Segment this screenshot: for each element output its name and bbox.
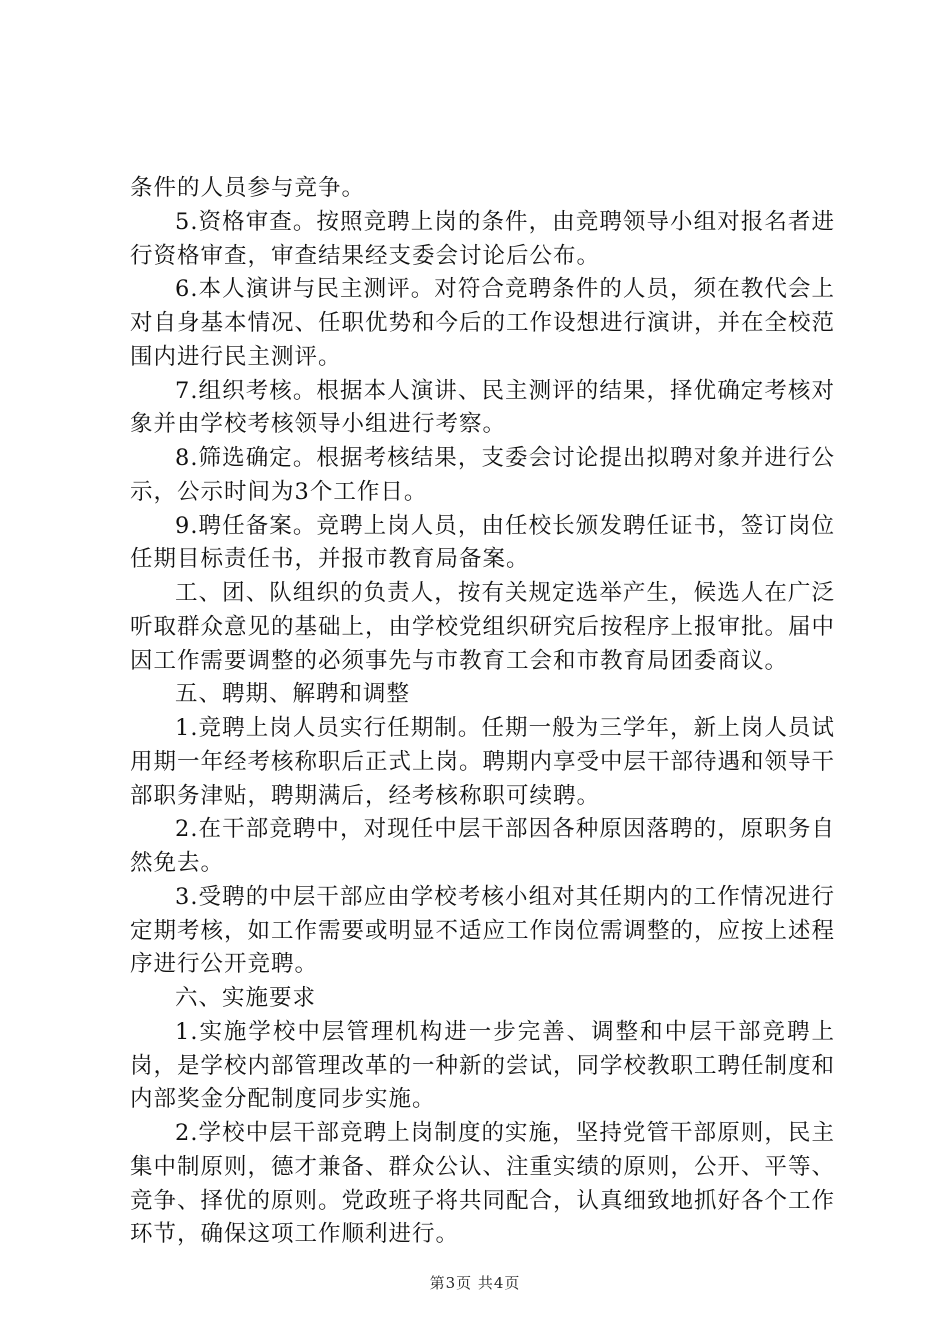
document-body	[130, 172, 835, 1252]
paragraph: 7.组织考核。根据本人演讲、民主测评的结果，择优确定考核对象并由学校考核领导小组进行考察。	[130, 377, 835, 438]
paragraph: 8.筛选确定。根据考核结果，支委会讨论提出拟聘对象并进行公示，公示时间为3个工作日。	[130, 445, 835, 505]
paragraph: 条件的人员参与竞争。	[130, 175, 366, 201]
paragraph: 3.受聘的中层干部应由学校考核小组对其任期内的工作情况进行定期考核，如工作需要或明显不适应工作岗位需调整的，应按上述程序进行公开竞聘。	[130, 883, 836, 978]
page-number-footer: 第3页 共4页	[429, 1274, 521, 1292]
paragraph: 2.在干部竞聘中，对现任中层干部因各种原因落聘的，原职务自然免去。	[130, 816, 835, 876]
paragraph: 工、团、队组织的负责人，按有关规定选举产生，候选人在广泛听取群众意见的基础上，由学校党组织研究后按程序上报审批。届中因工作需要调整的必须事先与市教育工会和市教育局团委商议。	[130, 580, 836, 674]
section-heading: 五、聘期、解聘和调整	[175, 681, 411, 708]
paragraph: 6.本人演讲与民主测评。对符合竞聘条件的人员，须在教代会上对自身基本情况、任职优势和今后的工作设想进行演讲，并在全校范围内进行民主测评。	[130, 276, 836, 370]
paragraph: 9.聘任备案。竞聘上岗人员，由任校长颁发聘任证书，签订岗位任期目标责任书，并报市教育局备案。	[130, 512, 835, 573]
paragraph: 1.竞聘上岗人员实行任期制。任期一般为三学年，新上岗人员试用期一年经考核称职后正式上岗。聘期内享受中层干部待遇和领导干部职务津贴，聘期满后，经考核称职可续聘。	[130, 715, 836, 809]
paragraph: 5.资格审查。按照竞聘上岗的条件，由竞聘领导小组对报名者进行资格审查，审查结果经支委会讨论后公布。	[130, 208, 835, 269]
paragraph: 2.学校中层干部竞聘上岗制度的实施，坚持党管干部原则，民主集中制原则，德才兼备、群众公认、注重实绩的原则，公开、平等、竞争、择优的原则。党政班子将共同配合，认真细致地抓好各个工作环节，确保这项工作顺利进行。	[130, 1120, 836, 1248]
paragraph: 1.实施学校中层管理机构进一步完善、调整和中层干部竞聘上岗，是学校内部管理改革的一种新的尝试，同学校教职工聘任制度和内部奖金分配制度同步实施。	[130, 1018, 836, 1113]
section-heading: 六、实施要求	[175, 985, 317, 1011]
